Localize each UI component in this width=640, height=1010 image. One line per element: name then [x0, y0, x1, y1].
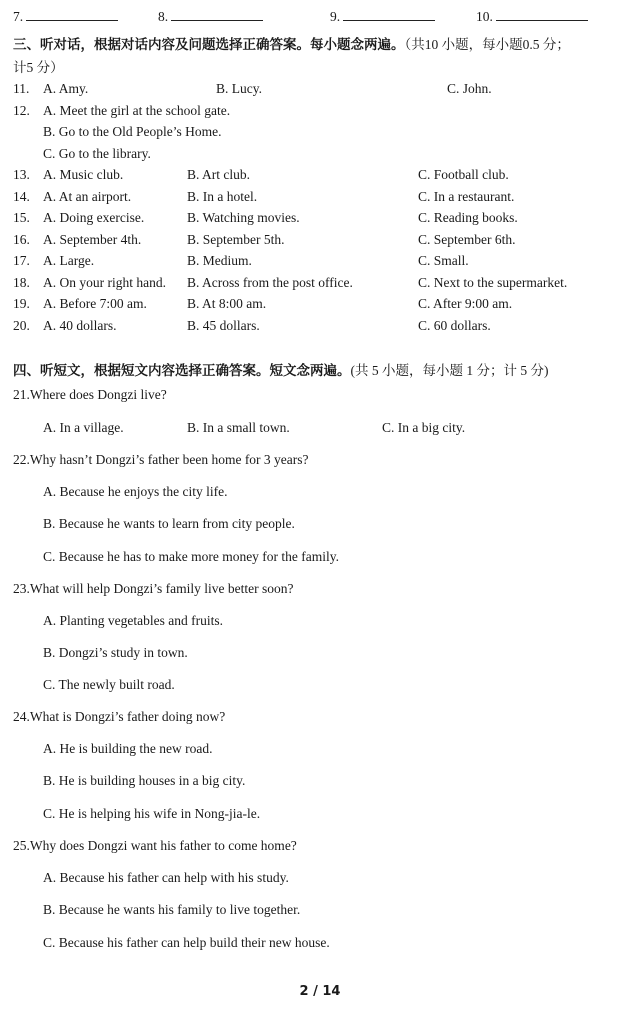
option-b[interactable]: B. At 8:00 am.: [187, 296, 267, 311]
option-a[interactable]: A. On your right hand.: [43, 275, 166, 290]
section3-note-line2: 计5 分）: [13, 60, 64, 75]
option-b[interactable]: B. Across from the post office.: [187, 275, 353, 290]
question-text: 22.Why hasn’t Dongzi’s father been home for 3 years?: [13, 452, 309, 467]
option-c[interactable]: C. 60 dollars.: [418, 318, 491, 333]
option-b[interactable]: B. Lucy.: [216, 81, 262, 96]
option-b[interactable]: B. 45 dollars.: [187, 318, 260, 333]
exam-page: 7. 8. 9. 10. 三、听对话，根据对话内容及问题选择正确答案。每小题念两遍。（共10 小题，每小题0.5 分； 计5 分） 11. A. Amy. B. Lucy. C. John. 12. A. Meet the girl at the school gate. B. Go to the Old People’s Home. C. Go to the library. 13. A. Music club. B. Art club. C. Football club. 14. A. At an airport. B. In a hotel. C. In a restaurant. 15. A. Doing exercise. B. Watching movies. C. Reading books. 16. A. September 4th. B. September 5th. C. September 6th. 17. A. Large. B. Medium. C. Small. 18. A. On your right hand. B. Across from the post office. C. Next to the supermarket. 19. A. Before 7:00 am. B. At 8:00 am. C. After 9:00 am. 20. A. 40 dollars. B. 45 dollars. C. 60 dollars. 四、听短文，根据短文内容选择正确答案。短文念两遍。(共 5 小题，每小题 1 分；计 5 分) 21.Where does Dongzi live? A. In a village. B. In a small town. C. In a big city. 22.Why hasn’t Dongzi’s father been home for 3 years? A. Because he enjoys the city life. B. Because he wants to learn from city people. C. Because he has to make more money for the family. 23.What will help Dongzi’s family live better soon? A. Planting vegetables and fruits. B. Dongzi’s study in town. C. The newly built road. 24.What is Dongzi’s father doing now? A. He is building the new road. B. He is building houses in a big city. C. He is helping his wife in Nong-jia-le. 25.Why does Dongzi want his father to come home? A. Because his father can help with his study. B. Because he wants his family to live together. C. Because his father can help build their new house. 2 / 14: [0, 0, 640, 1010]
option-a[interactable]: A. Before 7:00 am.: [43, 296, 147, 311]
option-b[interactable]: B. In a small town.: [187, 420, 290, 435]
option-c[interactable]: C. After 9:00 am.: [418, 296, 513, 311]
option-b[interactable]: B. Watching movies.: [187, 210, 300, 225]
answer-blank-10[interactable]: 10.: [476, 8, 588, 25]
option-a[interactable]: A. In a village.: [43, 420, 124, 435]
option-c[interactable]: C. He is helping his wife in Nong-jia-le.: [43, 806, 261, 821]
option-c[interactable]: C. The newly built road.: [43, 677, 175, 692]
option-c[interactable]: C. Go to the library.: [43, 146, 151, 161]
section4-heading: 四、听短文，根据短文内容选择正确答案。短文念两遍。(共 5 小题，每小题 1 分；计 5 分): [13, 363, 549, 379]
option-c[interactable]: C. Because he has to make more money for the family.: [43, 549, 340, 564]
option-c[interactable]: C. Next to the supermarket.: [418, 275, 568, 290]
option-a[interactable]: A. Amy.: [43, 81, 89, 96]
option-b[interactable]: B. Because he wants to learn from city people.: [43, 516, 295, 531]
option-b[interactable]: B. Medium.: [187, 253, 252, 268]
option-a[interactable]: A. Music club.: [43, 167, 124, 182]
option-a[interactable]: A. Because his father can help with his study.: [43, 870, 289, 885]
option-c[interactable]: C. In a big city.: [382, 420, 466, 435]
question-text: 21.Where does Dongzi live?: [13, 387, 167, 402]
option-c[interactable]: C. Football club.: [418, 167, 509, 182]
page-number: 2 / 14: [299, 984, 341, 999]
option-a[interactable]: A. Doing exercise.: [43, 210, 145, 225]
option-c[interactable]: C. Small.: [418, 253, 469, 268]
option-c[interactable]: C. In a restaurant.: [418, 189, 515, 204]
option-a[interactable]: A. 40 dollars.: [43, 318, 117, 333]
option-b[interactable]: B. Art club.: [187, 167, 250, 182]
option-c[interactable]: C. Reading books.: [418, 210, 518, 225]
option-a[interactable]: A. Meet the girl at the school gate.: [43, 103, 231, 118]
option-a[interactable]: A. Planting vegetables and fruits.: [43, 613, 223, 628]
option-a[interactable]: A. Because he enjoys the city life.: [43, 484, 228, 499]
option-c[interactable]: C. Because his father can help build their new house.: [43, 935, 330, 950]
answer-blank-7[interactable]: 7.: [13, 8, 118, 25]
answer-blank-8[interactable]: 8.: [158, 8, 263, 25]
option-c[interactable]: C. John.: [447, 81, 492, 96]
question-text: 23.What will help Dongzi’s family live better soon?: [13, 581, 294, 596]
option-a[interactable]: A. September 4th.: [43, 232, 142, 247]
question-text: 24.What is Dongzi’s father doing now?: [13, 709, 226, 724]
option-a[interactable]: A. At an airport.: [43, 189, 132, 204]
answer-blank-9[interactable]: 9.: [330, 8, 435, 25]
option-b[interactable]: B. Because he wants his family to live together.: [43, 902, 301, 917]
option-b[interactable]: B. In a hotel.: [187, 189, 258, 204]
option-c[interactable]: C. September 6th.: [418, 232, 516, 247]
option-b[interactable]: B. Dongzi’s study in town.: [43, 645, 188, 660]
option-b[interactable]: B. Go to the Old People’s Home.: [43, 124, 222, 139]
option-a[interactable]: A. He is building the new road.: [43, 741, 213, 756]
option-b[interactable]: B. He is building houses in a big city.: [43, 773, 246, 788]
option-a[interactable]: A. Large.: [43, 253, 95, 268]
section3-heading: 三、听对话，根据对话内容及问题选择正确答案。每小题念两遍。（共10 小题，每小题0.5 分；: [13, 37, 570, 53]
question-text: 25.Why does Dongzi want his father to come home?: [13, 838, 297, 853]
option-b[interactable]: B. September 5th.: [187, 232, 285, 247]
